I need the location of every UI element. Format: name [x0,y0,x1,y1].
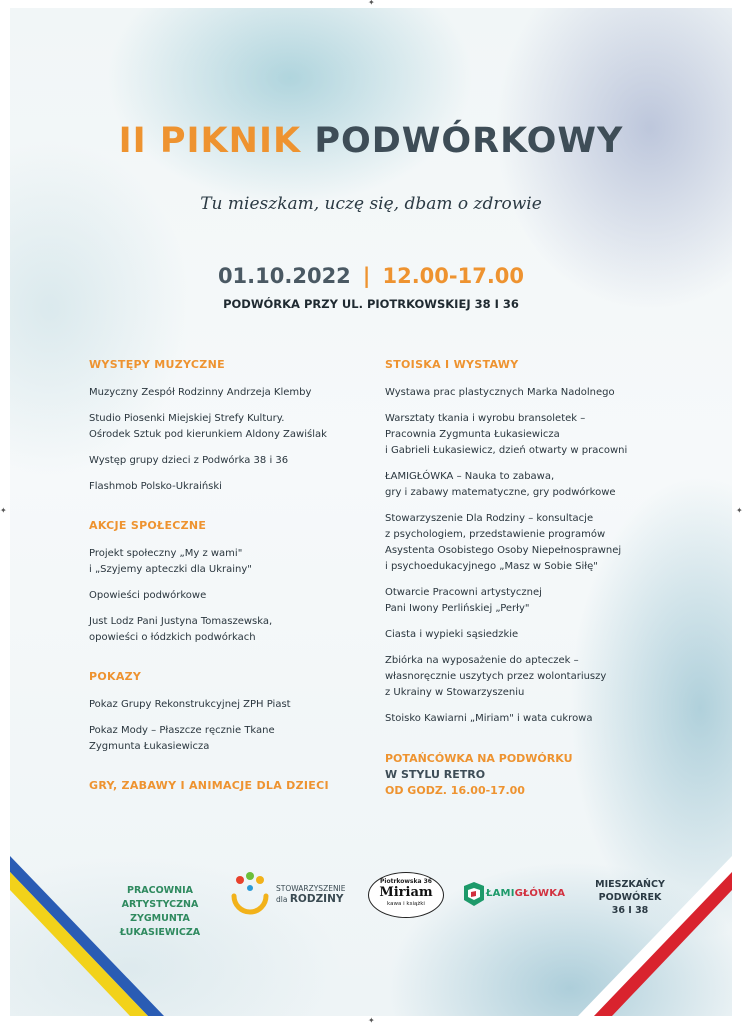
left-column [89,358,379,806]
crop-mark-icon: ✦ [0,506,7,515]
poster [10,8,732,1016]
event-time: 12.00-17.00 [382,264,525,288]
list-item: Ciasta i wypieki sąsiedzkie [385,629,519,640]
puzzle-icon [464,882,484,906]
list-item: Zbiórka na wyposażenie do apteczek – własnoręcznie uszytych przez wolontariuszy z Ukrainy w Stowarzyszeniu [385,655,607,698]
logo-mieszkancy: MIESZKAŃCY PODWÓREK 36 I 38 [595,879,665,916]
crop-mark-icon: ✦ [368,1016,375,1025]
date-time-line [10,264,732,288]
list-item: Otwarcie Pracowni artystycznej Pani Iwony Perlińskiej „Perły" [385,587,542,614]
logo-pracownia: PRACOWNIA ARTYSTYCZNA ZYGMUNTA ŁUKASIEWICZA [119,885,201,938]
logo-stowarzyszenie: STOWARZYSZENIE dla RODZINY [228,866,358,926]
logo-lamiglowka: ŁAMIGŁÓWKA [464,878,574,912]
section-heading-stands: STOISKA I WYSTAWY [385,358,519,371]
section-heading-music: WYSTĘPY MUZYCZNE [89,358,225,371]
poster-subtitle: Tu mieszkam, uczę się, dbam o zdrowie [200,194,542,214]
crop-mark-icon: ✦ [368,0,375,7]
list-item: Stowarzyszenie Dla Rodziny – konsultacje z psychologiem, przedstawienie programów Asystenta Osobistego Osoby Niepełnosprawnej i psychoedukacyjnego „Masz w Sobie Siłę" [385,513,622,572]
logo-miriam: Piotrkowska 36 Miriam kawa i książki [368,872,444,918]
list-item: Pokaz Mody – Płaszcze ręcznie Tkane Zygmunta Łukasiewicza [89,725,275,752]
event-venue: PODWÓRKA PRZY UL. PIOTRKOWSKIEJ 38 I 36 [223,297,519,311]
right-column [385,358,685,799]
list-item: Stoisko Kawiarni „Miriam" i wata cukrowa [385,713,593,724]
section-heading-shows: POKAZY [89,670,142,683]
crop-mark-icon: ✦ [736,506,743,515]
list-item: Występ grupy dzieci z Podwórka 38 i 36 [89,455,289,466]
list-item: Opowieści podwórkowe [89,590,207,601]
family-icon [228,866,272,918]
poster-title [10,121,732,161]
list-item: Just Lodz Pani Justyna Tomaszewska, opowieści o łódzkich podwórkach [89,616,273,643]
list-item: Wystawa prac plastycznych Marka Nadolnego [385,387,615,398]
list-item: ŁAMIGŁÓWKA – Nauka to zabawa, gry i zabawy matematyczne, gry podwórkowe [385,471,616,498]
finale-time: OD GODZ. 16.00-17.00 [385,784,525,797]
list-item: Studio Piosenki Miejskiej Strefy Kultury. Ośrodek Sztuk pod kierunkiem Aldony Zawiślak [89,413,327,440]
event-date: 01.10.2022 [217,264,351,288]
title-accent: II PIKNIK [118,121,302,161]
section-heading-games: GRY, ZABAWY I ANIMACJE DLA DZIECI [89,779,329,792]
list-item: Warsztaty tkania i wyrobu bransoletek – Pracownia Zygmunta Łukasiewicza i Gabrieli Łukasiewicz, dzień otwarty w pracowni [385,413,628,456]
list-item: Flashmob Polsko-Ukraiński [89,481,222,492]
date-separator: | [362,264,371,288]
title-main: PODWÓRKOWY [314,121,624,161]
list-item: Projekt społeczny „My z wami" i „Szyjemy apteczki dla Ukrainy" [89,548,252,575]
list-item: Muzyczny Zespół Rodzinny Andrzeja Klemby [89,387,312,398]
list-item: Pokaz Grupy Rekonstrukcyjnej ZPH Piast [89,699,291,710]
section-heading-social: AKCJE SPOŁECZNE [89,519,207,532]
finale-heading: POTAŃCÓWKA NA PODWÓRKU [385,752,573,765]
finale-subheading: W STYLU RETRO [385,768,486,781]
